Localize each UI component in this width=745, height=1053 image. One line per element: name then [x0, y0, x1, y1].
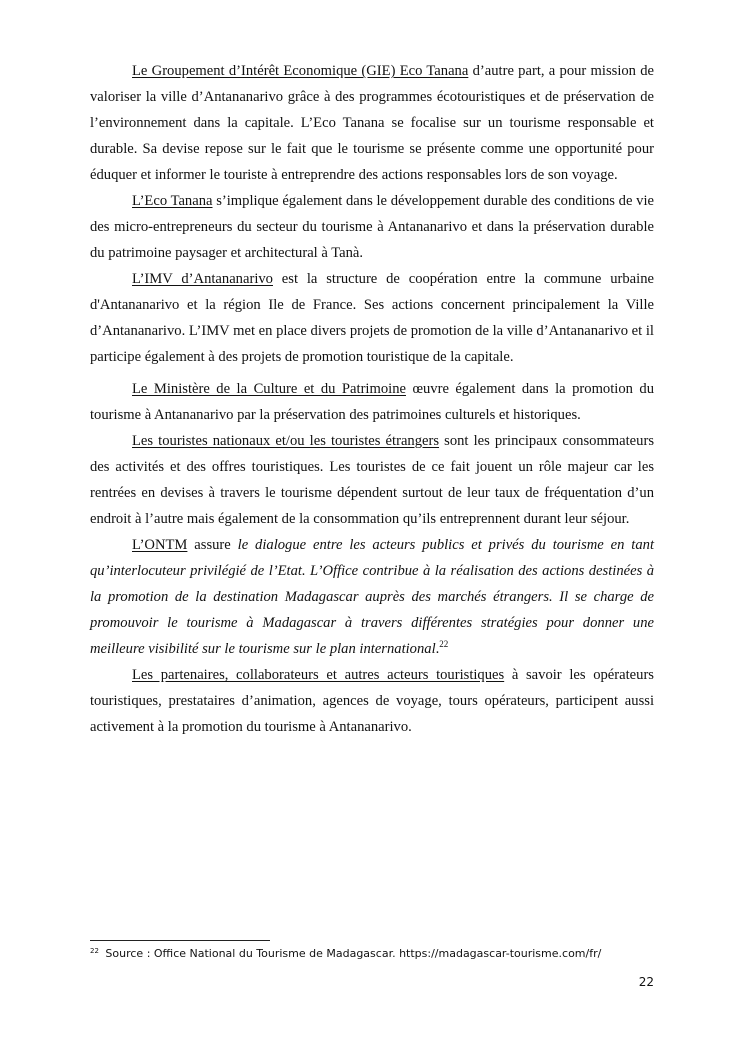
paragraph-title: L’Eco Tanana: [132, 193, 213, 209]
paragraph-title: Les partenaires, collaborateurs et autres acteurs touristiques: [132, 667, 505, 683]
paragraph-ontm: [90, 532, 654, 662]
paragraph-touristes: [90, 428, 654, 532]
paragraph-title: Les touristes nationaux et/ou les touristes étrangers: [132, 433, 440, 449]
paragraph-body: d’autre part, a pour mission de valoriser la ville d’Antananarivo grâce à des programmes écotouristiques et de préservation de l’environnement dans la capitale. L’Eco Tanana se focalise sur un tourisme responsable et durable. Sa devise repose sur le fait que le tourisme se présente comme une opportunité pour éduquer et informer le touriste à entreprendre des actions responsables lors de son voyage.: [90, 63, 655, 183]
paragraph-tail: .: [435, 641, 440, 657]
paragraph-quote: le dialogue entre les acteurs publics et privés du tourisme en tant qu’interlocuteur privilégié de l’Etat. L’Office contribue à la réalisation des actions destinées à la promotion de la destination Madagascar auprès des marchés étrangers. Il se charge de promouvoir le tourisme à Madagascar à travers différentes stratégies pour donner une meilleure visibilité sur le tourisme sur le plan international: [90, 537, 654, 657]
paragraph-body: à savoir les opérateurs touristiques, prestataires d’animation, agences de voyage, tours opérateurs, participent aussi activement à la promotion du tourisme à Antananarivo.: [90, 667, 654, 735]
paragraph-body: s’implique également dans le développement durable des conditions de vie des micro-entrepreneurs du secteur du tourisme à Antananarivo et dans la préservation durable du patrimoine paysager et architectural à Tanà.: [90, 193, 654, 261]
paragraph-gie-eco-tanana: [90, 58, 654, 188]
paragraph-imv: [90, 266, 654, 370]
footnote-number: 22: [90, 947, 99, 955]
footnote-reference[interactable]: 22: [439, 639, 449, 649]
paragraph-title: Le Ministère de la Culture et du Patrimoine: [132, 381, 406, 397]
footnote-separator: [90, 940, 270, 941]
footnote: [90, 946, 654, 962]
paragraph-partenaires: [90, 662, 654, 740]
paragraph-body: œuvre également dans la promotion du tourisme à Antananarivo par la préservation des patrimoines culturels et historiques.: [90, 381, 654, 423]
footnote-text: Source : Office National du Tourisme de Madagascar. https://madagascar-tourisme.com/fr/: [101, 947, 602, 960]
paragraph-title: L’ONTM: [132, 537, 188, 553]
paragraph-ministere: [90, 376, 654, 428]
paragraph-body: sont les principaux consommateurs des activités et des offres touristiques. Les touristes de ce fait jouent un rôle majeur car les rentrées en devises à travers le tourisme dépendent surtout de leur taux de fréquentation d’un endroit à l’autre mais également de la consommation qu’ils entreprennent durant leur séjour.: [90, 433, 654, 527]
paragraph-title: L’IMV d’Antananarivo: [132, 271, 273, 287]
paragraph-title: Le Groupement d’Intérêt Economique (GIE) Eco Tanana: [132, 63, 469, 79]
paragraph-body: est la structure de coopération entre la commune urbaine d'Antananarivo et la région Ile de France. Ses actions concernent principalement la Ville d’Antananarivo. L’IMV met en place divers projets de promotion de la ville d’Antananarivo et il participe également à des projets de promotion touristique de la capitale.: [90, 271, 654, 365]
body-text: [90, 58, 654, 740]
page-number: 22: [638, 975, 654, 989]
paragraph-lead: assure: [187, 537, 238, 553]
paragraph-eco-tanana: [90, 188, 654, 266]
